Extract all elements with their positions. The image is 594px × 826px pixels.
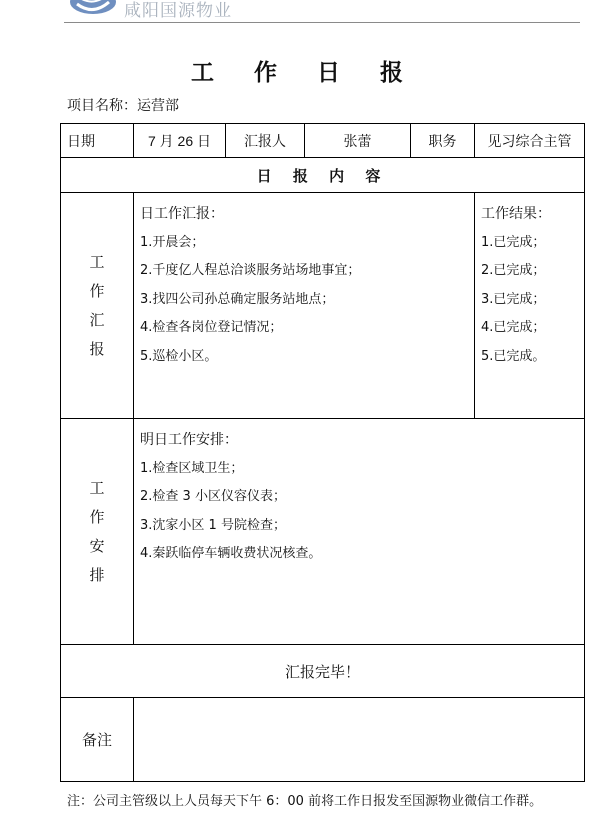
list-item: 5.巡检小区。 [140, 348, 218, 364]
work-plan-row [61, 419, 585, 645]
side-char: 作 [89, 507, 105, 526]
list-item: 2.检查 3 小区仪容仪表； [140, 489, 286, 505]
date-label: 日期 [61, 124, 134, 158]
remarks-row [61, 698, 585, 782]
work-report-heading: 日工作汇报： [140, 206, 224, 222]
list-item: 1.开晨会； [140, 234, 205, 250]
reporter-value: 张蕾 [305, 124, 411, 158]
list-item: 1.检查区域卫生； [140, 460, 244, 476]
completion-row [61, 645, 585, 698]
side-char: 安 [89, 536, 105, 555]
page-header [0, 0, 594, 24]
section-title: 日 报 内 容 [61, 158, 585, 193]
reporter-label: 汇报人 [226, 124, 305, 158]
info-row [61, 124, 585, 158]
project-name: 项目名称：运营部 [67, 98, 179, 114]
side-char: 工 [89, 478, 105, 497]
result-item: 3.已完成； [481, 291, 546, 307]
position-label: 职务 [411, 124, 475, 158]
list-item: 3.沈家小区 1 号院检查； [140, 517, 286, 533]
work-report-row [61, 193, 585, 419]
work-result-heading: 工作结果： [481, 206, 551, 222]
list-item: 3.找四公司孙总确定服务站地点； [140, 291, 335, 307]
list-item: 4.秦跃临停车辆收费状况核查。 [140, 546, 322, 562]
date-value: 7 月 26 日 [134, 124, 226, 158]
position-value: 见习综合主管 [475, 124, 585, 158]
result-item: 2.已完成； [481, 263, 546, 279]
work-plan-content [134, 419, 585, 645]
side-char: 作 [89, 281, 105, 300]
company-name: 咸阳国源物业 [124, 1, 232, 21]
section-title-row [61, 158, 585, 193]
work-result-content [475, 193, 585, 419]
side-char: 报 [89, 339, 105, 358]
footer-note: 注：公司主管级以上人员每天下午 6：00 前将工作日报发至国源物业微信工作群。 [67, 794, 543, 809]
work-plan-heading: 明日工作安排： [140, 432, 238, 448]
result-item: 5.已完成。 [481, 348, 546, 364]
document-title: 工 作 日 报 [190, 60, 420, 86]
side-char: 工 [89, 252, 105, 271]
list-item: 2.千度亿人程总洽谈服务站场地事宜； [140, 263, 361, 279]
work-report-side-label [61, 193, 134, 419]
list-item: 4.检查各岗位登记情况； [140, 320, 283, 336]
remarks-label: 备注 [61, 698, 134, 782]
work-report-content [134, 193, 475, 419]
side-char: 汇 [89, 310, 105, 329]
work-plan-side-label [61, 419, 134, 645]
completion-text: 汇报完毕！ [61, 645, 585, 698]
side-char: 排 [89, 565, 105, 584]
result-item: 4.已完成； [481, 320, 546, 336]
result-item: 1.已完成； [481, 234, 546, 250]
header-divider [64, 22, 580, 23]
company-logo-icon [68, 0, 118, 18]
daily-report-table [60, 123, 585, 782]
remarks-value [134, 698, 585, 782]
